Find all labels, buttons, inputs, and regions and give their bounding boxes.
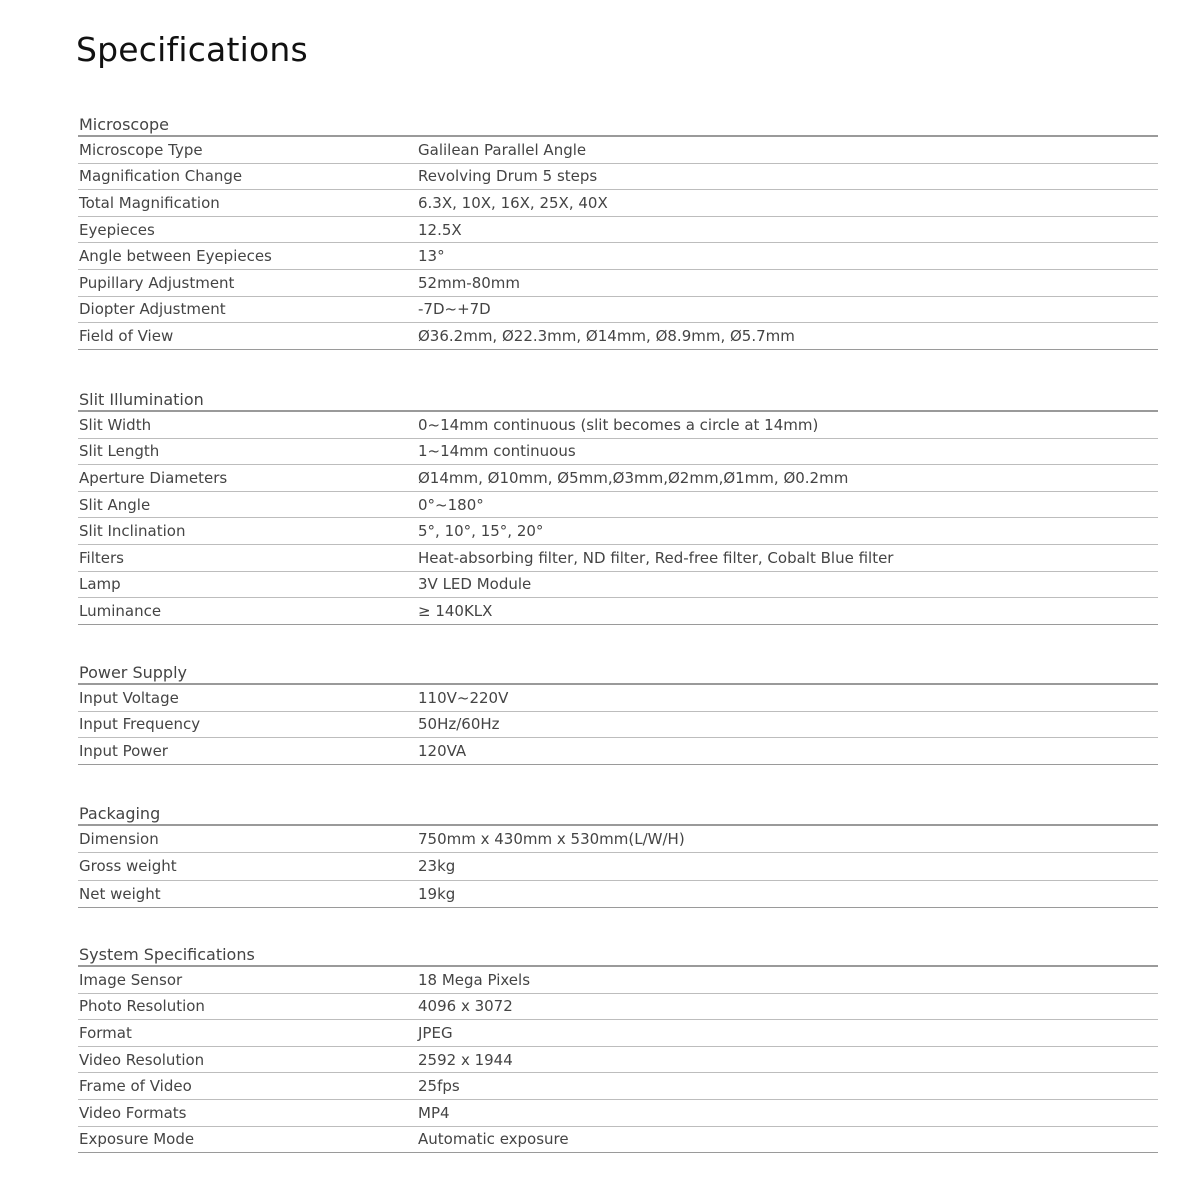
table-row [78, 1073, 1158, 1100]
table-row [78, 217, 1158, 244]
table-row [78, 439, 1158, 466]
spec-value: 13° [418, 247, 445, 266]
spec-value: 19kg [418, 884, 456, 903]
spec-label: Aperture Diameters [79, 468, 228, 487]
spec-label: Video Formats [79, 1103, 187, 1122]
section-header: System Specifications [78, 942, 1158, 967]
spec-value: Automatic exposure [418, 1130, 569, 1149]
spec-label: Input Voltage [79, 688, 179, 707]
page-title: Specifications [76, 30, 308, 69]
table-row [78, 853, 1158, 880]
table-row [78, 1047, 1158, 1074]
spec-value: JPEG [418, 1023, 453, 1042]
table-row [78, 994, 1158, 1021]
spec-label: Diopter Adjustment [79, 300, 226, 319]
table-row [78, 297, 1158, 324]
spec-label: Eyepieces [79, 220, 155, 239]
spec-table [78, 685, 1158, 765]
spec-label: Input Power [79, 741, 168, 760]
spec-value: 0°~180° [418, 495, 484, 514]
spec-value: Galilean Parallel Angle [418, 140, 587, 159]
spec-label: Luminance [79, 601, 162, 620]
table-row [78, 685, 1158, 712]
spec-label: Frame of Video [79, 1077, 192, 1096]
table-row [78, 545, 1158, 572]
section-system-specifications [78, 942, 1158, 1153]
spec-label: Angle between Eyepieces [79, 247, 272, 266]
spec-table [78, 137, 1158, 350]
spec-value: 750mm x 430mm x 530mm(L/W/H) [418, 830, 685, 849]
spec-value: 3V LED Module [418, 575, 532, 594]
section-slit-illumination [78, 387, 1158, 625]
section-header: Power Supply [78, 660, 1158, 685]
spec-label: Photo Resolution [79, 997, 205, 1016]
spec-value: 120VA [418, 741, 467, 760]
spec-label: Lamp [79, 575, 121, 594]
spec-value: Heat-absorbing filter, ND filter, Red-free filter, Cobalt Blue filter [418, 548, 894, 567]
spec-label: Slit Width [79, 415, 152, 434]
spec-label: Gross weight [79, 857, 177, 876]
spec-value: 5°, 10°, 15°, 20° [418, 522, 544, 541]
table-row [78, 190, 1158, 217]
table-row [78, 518, 1158, 545]
spec-value: 1~14mm continuous [418, 442, 576, 461]
table-row [78, 243, 1158, 270]
spec-label: Input Frequency [79, 715, 201, 734]
section-microscope [78, 112, 1158, 350]
spec-label: Slit Inclination [79, 522, 186, 541]
spec-label: Field of View [79, 326, 174, 345]
spec-value: -7D~+7D [418, 300, 491, 319]
spec-label: Pupillary Adjustment [79, 273, 235, 292]
table-row [78, 270, 1158, 297]
table-row [78, 323, 1158, 350]
table-row [78, 137, 1158, 164]
table-row [78, 1127, 1158, 1154]
spec-table [78, 826, 1158, 908]
spec-label: Microscope Type [79, 140, 203, 159]
spec-label: Format [79, 1023, 132, 1042]
section-power-supply [78, 660, 1158, 765]
table-row [78, 1100, 1158, 1127]
spec-label: Slit Length [79, 442, 160, 461]
spec-table [78, 967, 1158, 1153]
spec-label: Net weight [79, 884, 161, 903]
spec-value: 50Hz/60Hz [418, 715, 500, 734]
spec-value: Ø36.2mm, Ø22.3mm, Ø14mm, Ø8.9mm, Ø5.7mm [418, 326, 795, 345]
table-row [78, 712, 1158, 739]
spec-table [78, 412, 1158, 625]
spec-value: 0~14mm continuous (slit becomes a circle at 14mm) [418, 415, 819, 434]
section-header: Packaging [78, 801, 1158, 826]
spec-value: 25fps [418, 1077, 460, 1096]
spec-value: 18 Mega Pixels [418, 970, 531, 989]
table-row [78, 572, 1158, 599]
table-row [78, 492, 1158, 519]
spec-value: 6.3X, 10X, 16X, 25X, 40X [418, 193, 608, 212]
spec-label: Image Sensor [79, 970, 183, 989]
table-row [78, 164, 1158, 191]
spec-value: 4096 x 3072 [418, 997, 513, 1016]
spec-label: Filters [79, 548, 124, 567]
spec-label: Video Resolution [79, 1050, 205, 1069]
spec-value: Ø14mm, Ø10mm, Ø5mm,Ø3mm,Ø2mm,Ø1mm, Ø0.2mm [418, 468, 849, 487]
spec-value: 23kg [418, 857, 456, 876]
spec-label: Slit Angle [79, 495, 151, 514]
spec-label: Magnification Change [79, 167, 243, 186]
spec-label: Total Magnification [79, 193, 220, 212]
section-header: Slit Illumination [78, 387, 1158, 412]
section-header: Microscope [78, 112, 1158, 137]
table-row [78, 598, 1158, 625]
table-row [78, 465, 1158, 492]
spec-value: 2592 x 1944 [418, 1050, 513, 1069]
table-row [78, 738, 1158, 765]
table-row [78, 881, 1158, 908]
spec-label: Dimension [79, 830, 159, 849]
spec-value: MP4 [418, 1103, 450, 1122]
spec-value: 52mm-80mm [418, 273, 521, 292]
table-row [78, 826, 1158, 853]
table-row [78, 1020, 1158, 1047]
spec-value: ≥ 140KLX [418, 601, 493, 620]
spec-label: Exposure Mode [79, 1130, 195, 1149]
table-row [78, 412, 1158, 439]
spec-value: Revolving Drum 5 steps [418, 167, 598, 186]
section-packaging [78, 801, 1158, 908]
table-row [78, 967, 1158, 994]
spec-value: 110V~220V [418, 688, 509, 707]
spec-value: 12.5X [418, 220, 462, 239]
